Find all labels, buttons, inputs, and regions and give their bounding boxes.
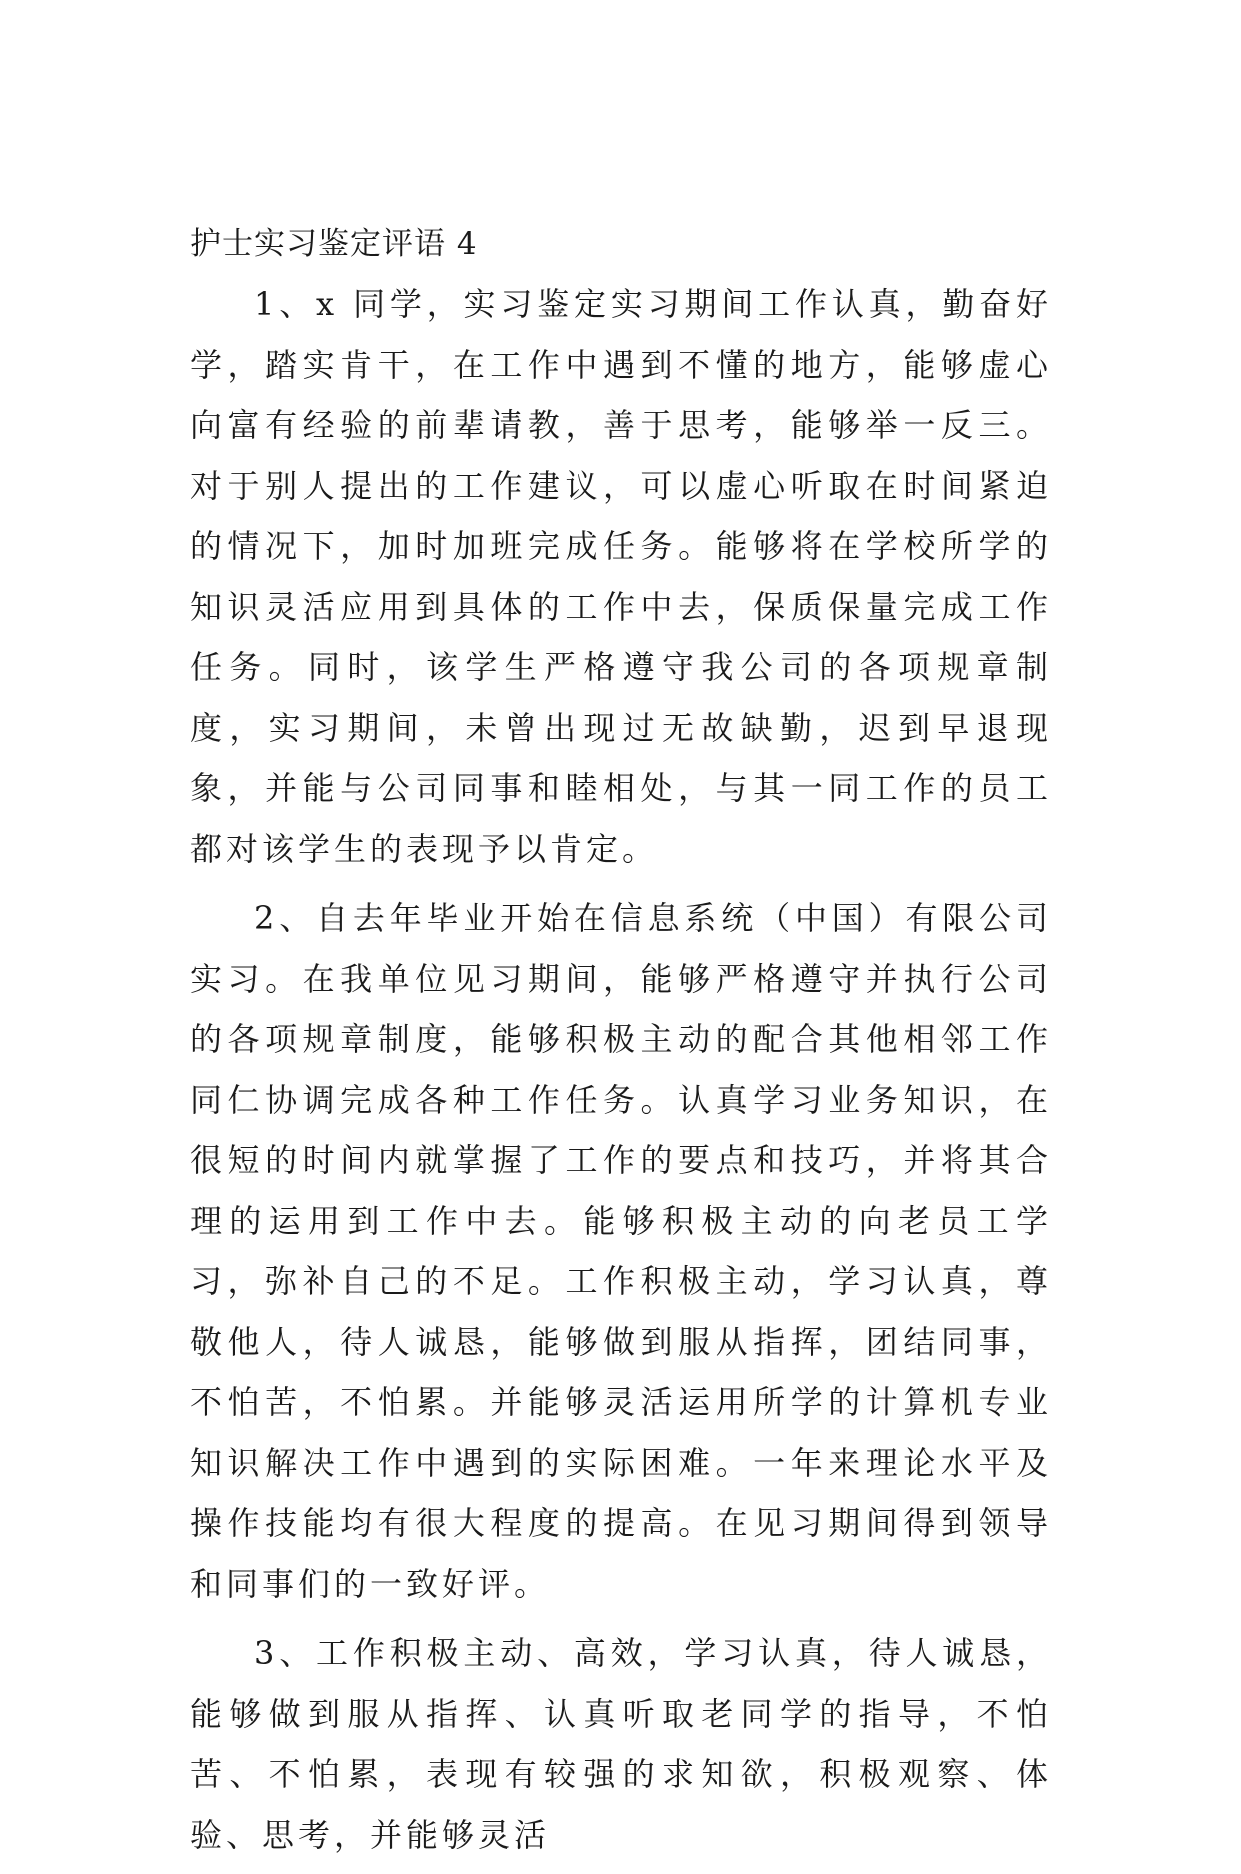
- document-title: 护士实习鉴定评语 4: [190, 226, 478, 262]
- paragraph-3: 3、工作积极主动、高效，学习认真，待人诚恳，能够做到服从指挥、认真听取老同学的指导，不怕苦、不怕累，表现有较强的求知欲，积极观察、体验、思考，并能够灵活: [190, 1634, 1052, 1854]
- paragraph-1: 1、x 同学，实习鉴定实习期间工作认真，勤奋好学，踏实肯干，在工作中遇到不懂的地方，能够虚心向富有经验的前辈请教，善于思考，能够举一反三。对于别人提出的工作建议，可以虚心听取在时间紧迫的情况下，加时加班完成任务。能够将在学校所学的知识灵活应用到具体的工作中去，保质保量完成工作任务。同时，该学生严格遵守我公司的各项规章制度，实习期间，未曾出现过无故缺勤，迟到早退现象，并能与公司同事和睦相处，与其一同工作的员工都对该学生的表现予以肯定。: [190, 285, 1052, 868]
- paragraph-2: 2、自去年毕业开始在信息系统（中国）有限公司实习。在我单位见习期间，能够严格遵守并执行公司的各项规章制度，能够积极主动的配合其他相邻工作同仁协调完成各种工作任务。认真学习业务知识，在很短的时间内就掌握了工作的要点和技巧，并将其合理的运用到工作中去。能够积极主动的向老员工学习，弥补自己的不足。工作积极主动，学习认真，尊敬他人，待人诚恳，能够做到服从指挥，团结同事，不怕苦，不怕累。并能够灵活运用所学的计算机专业知识解决工作中遇到的实际困难。一年来理论水平及操作技能均有很大程度的提高。在见习期间得到领导和同事们的一致好评。: [190, 899, 1052, 1603]
- document-body: [190, 220, 1052, 1874]
